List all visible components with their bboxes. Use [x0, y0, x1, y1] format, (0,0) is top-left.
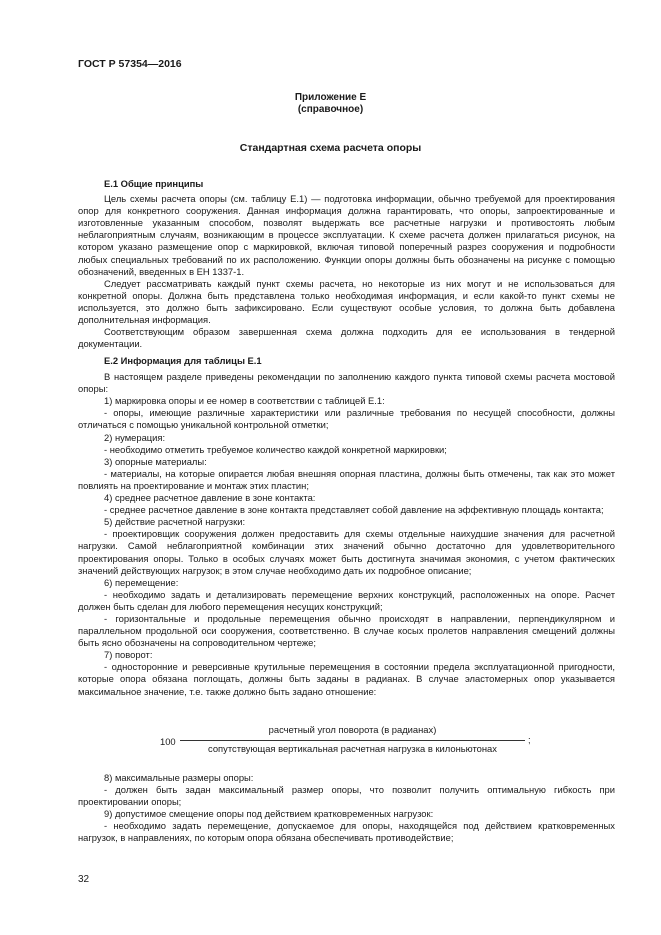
list-item: - среднее расчетное давление в зоне контакта представляет собой давление на эффективную площадь контакта;	[104, 504, 604, 516]
ratio-formula	[0, 724, 661, 764]
page-title: Стандартная схема расчета опоры	[239, 142, 422, 154]
list-item: - горизонтальные и продольные перемещения обычно происходят в направлении, перпендикулярном и параллельном продольной оси сооружения, соответственно. В случае косых пролетов направления смещений должны быть ясно обозначены на сопроводительном чертеже;	[78, 612, 615, 649]
list-item: 2) нумерация:	[104, 431, 166, 443]
document-code: ГОСТ Р 57354—2016	[78, 58, 182, 70]
list-item: 5) действие расчетной нагрузки:	[104, 516, 246, 528]
paragraph: Следует рассматривать каждый пункт схемы расчета, но некоторые из них могут и не использоваться для конкретной опоры. Должна быть представлена только необходимая информация, и если какой-то пункт схемы не используется, это должно быть зафиксировано. Если существуют особые условия, то должна быть добавлена дополнительная информация.	[78, 277, 615, 326]
list-item: 3) опорные материалы:	[104, 455, 207, 467]
list-item: 7) поворот:	[104, 649, 153, 661]
formula-tail: ;	[528, 734, 531, 745]
list-item: - материалы, на которые опирается любая внешняя опорная пластина, должны быть отмечены, так как это может повлиять на проектирование и монтаж этих пластин;	[78, 467, 615, 491]
list-item: - односторонние и реверсивные крутильные перемещения в состоянии предела эксплуатационной пригодности, которые опора обязана поглощать, должны быть заданы в радианах. В случае эластомерных опор указывается максимальное значение, т.е. также должно быть задано отношение:	[78, 661, 615, 697]
section-heading: Е.1 Общие принципы	[104, 178, 204, 189]
list-item: - опоры, имеющие различные характеристики или различные требования по несущей способности, должны отличаться с помощью уникальной контрольной отметки;	[78, 407, 615, 431]
list-item: - необходимо отметить требуемое количество каждой конкретной маркировки;	[104, 443, 447, 455]
list-item: 8) максимальные размеры опоры:	[104, 772, 254, 783]
list-item: 9) допустимое смещение опоры под действием кратковременных нагрузок:	[104, 808, 434, 820]
list-item: - проектировщик сооружения должен предоставить для схемы отдельные наихудшие значения для расчетной нагрузки. Самой неблагоприятной комбинации этих значений обычно достаточно для удовлетворительного проектирования опоры. Только в особых случаях может быть достигнута значимая экономия, с учетом фактических значений действующих нагрузок; в этом случае необходимо дать их подробное описание;	[78, 528, 615, 576]
list-item: 4) среднее расчетное давление в зоне контакта:	[104, 492, 316, 504]
list-item: - необходимо задать и детализировать перемещение верхних конструкций, расположенных на опоре. Расчет должен быть сделан для любого перемещения несущих конструкций;	[78, 588, 615, 612]
page-number: 32	[78, 874, 90, 885]
formula-denominator: сопутствующая вертикальная расчетная нагрузка в килоньютонах	[208, 743, 497, 754]
appendix-label: Приложение Е	[294, 92, 367, 103]
fraction-bar	[180, 740, 525, 741]
formula-numerator: расчетный угол поворота (в радианах)	[268, 724, 437, 735]
section-table-info	[78, 355, 615, 698]
list-item: - должен быть задан максимальный размер опоры, что позволит получить оптимальную гибкость при проектировании опоры;	[78, 784, 615, 808]
section-continuation	[78, 772, 615, 845]
paragraph: Цель схемы расчета опоры (см. таблицу Е.1) — подготовка информации, обычно требуемой для проектирования опор для конкретного сооружения. Данная информация должна гарантировать, что опоры, запроектированные и изготовленные указанным способом, позволят выдержать все расчетные нагрузки и противостоять любым неблагоприятным случаям, возникающим в процессе эксплуатации. К схеме расчета должен прилагаться рисунок, на котором указано размещение опор с маркировкой, включая типовой поперечный разрез сооружения и подробности любых специальных требований по их расположению. Функции опоры должны быть обозначены на рисунке с помощью обозначений, введенных в ЕН 1337-1.	[78, 193, 615, 277]
formula-coefficient: 100	[160, 736, 176, 747]
list-item: 6) перемещение:	[104, 576, 179, 588]
list-item: - необходимо задать перемещение, допускаемое для опоры, находящейся под действием кратковременных нагрузок, в направлениях, по которым опора обязана обеспечивать противодействие;	[78, 820, 615, 844]
list-item: В настоящем разделе приведены рекомендации по заполнению каждого пункта типовой схемы расчета мостовой опоры:	[78, 371, 615, 395]
list-item: 1) маркировка опоры и ее номер в соответствии с таблицей Е.1:	[104, 395, 385, 407]
appendix-note: (справочное)	[297, 104, 364, 115]
paragraph: Соответствующим образом завершенная схема должна подходить для ее использования в тендерной документации.	[78, 326, 615, 350]
section-heading: Е.2 Информация для таблицы Е.1	[104, 355, 262, 366]
section-general	[78, 178, 615, 350]
